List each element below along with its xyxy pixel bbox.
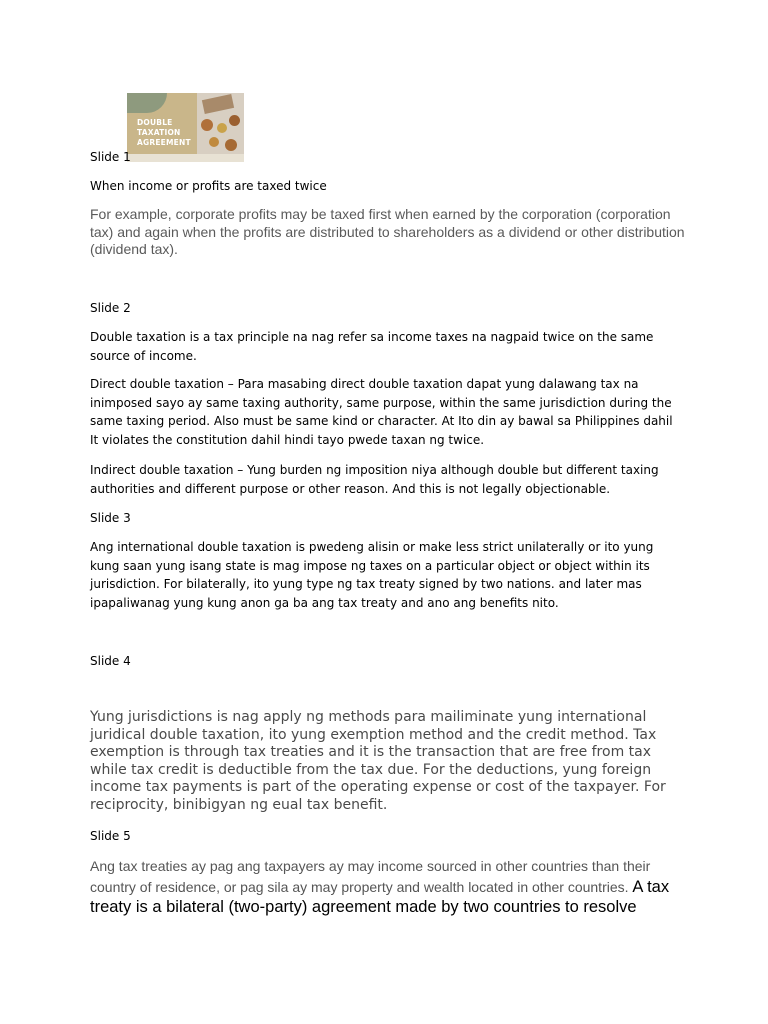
slide-2-definition: Double taxation is a tax principle na nag refer sa income taxes na nagpaid twice on the same source of income. — [90, 330, 654, 363]
coin-graphic — [209, 137, 219, 147]
slide-5-label: Slide 5 — [90, 829, 131, 843]
slide-2-direct: Direct double taxation – Para masabing direct double taxation dapat yung dalawang tax na inimposed sayo ay same taxing authority, same purpose, within the same jurisdiction during the same taxing period. Also must be same kind or character. At Ito din ay bawal sa Philippines dahil It violates the constitution dahil hindi tayo pwede taxan ng twice. — [90, 377, 673, 447]
slide-4-label: Slide 4 — [90, 654, 131, 668]
banknote-graphic — [202, 94, 234, 114]
cover-shape — [127, 93, 167, 113]
slide-1-label: Slide 1 — [90, 150, 131, 164]
cover-stripe — [127, 154, 244, 162]
slide-3-label: Slide 3 — [90, 511, 131, 525]
slide-3-text: Ang international double taxation is pwedeng alisin or make less strict unilaterally or ito yung kung saan yung isang state is mag impose ng taxes on a particular object or object within its jurisdiction. For bilaterally, ito yung type ng tax treaty signed by two nations. and later mas ipapaliwanag yung kung anon ga ba ang tax treaty and ano ang benefits nito. — [90, 540, 654, 610]
slide-5-text: Ang tax treaties ay pag ang taxpayers ay may income sourced in other countries than their country of residence, or pag sila ay may property and wealth located in other countries. A tax treaty is a bilateral (two-party) agreement made by two countries to resolve — [90, 858, 670, 916]
slide-2-label: Slide 2 — [90, 301, 131, 315]
coin-graphic — [229, 115, 240, 126]
coin-graphic — [225, 139, 237, 151]
cover-image — [127, 93, 244, 162]
slide-4-text: Yung jurisdictions is nag apply ng methods para mailiminate yung international juridical double taxation, ito yung exemption method and the credit method. Tax exemption is through tax treaties and it is the transaction that are free from tax while tax credit is deductible from the tax due. For the deductions, yung foreign income tax payments is part of the operating expense or cost of the taxpayer. For reciprocity, binibigyan ng eual tax benefit. — [90, 709, 666, 813]
slide-2-indirect: Indirect double taxation – Yung burden ng imposition niya although double but different taxing authorities and different purpose or other reason. And this is not legally objectionable. — [90, 463, 659, 496]
slide-1-heading: When income or profits are taxed twice — [90, 179, 327, 193]
coin-graphic — [217, 123, 227, 133]
cover-title: DOUBLE TAXATION AGREEMENT — [137, 118, 191, 147]
slide-1-example: For example, corporate profits may be taxed first when earned by the corporation (corporation tax) and again when the profits are distributed to shareholders as a dividend or other distribution (dividend tax). — [90, 206, 685, 257]
